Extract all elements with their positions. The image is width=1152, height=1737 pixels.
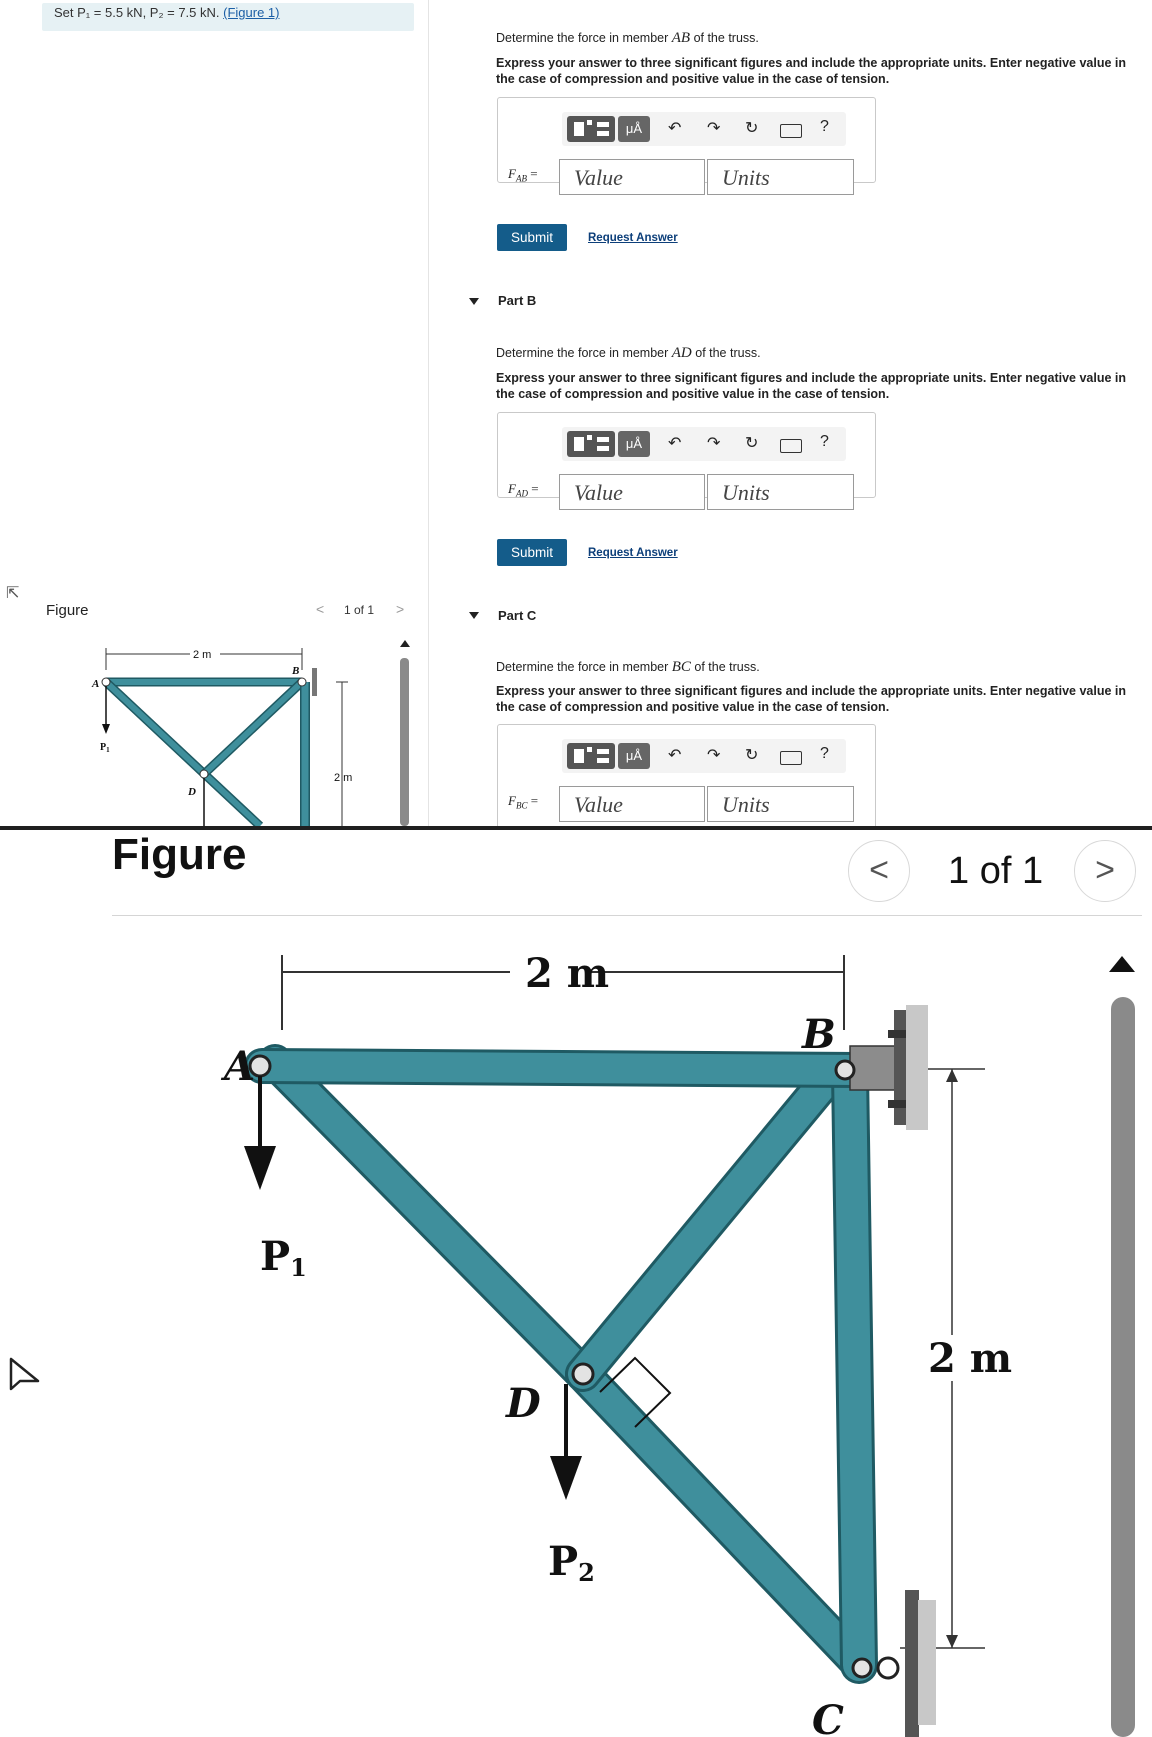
prev-figure-button-large[interactable]: < [848, 840, 910, 902]
member-ad [275, 1062, 583, 1374]
panel-divider [428, 0, 429, 826]
svg-text:P2 [548, 1538, 595, 1587]
part-a-prompt-text: Determine the force in member [496, 31, 672, 45]
redo-icon[interactable]: ↷ [707, 747, 721, 764]
load-p1-arrow [244, 1076, 276, 1190]
part-c-prompt-end: of the truss. [690, 660, 760, 674]
help-icon[interactable]: ? [820, 745, 829, 762]
node-d-small: D [188, 786, 196, 798]
undo-icon[interactable]: ↶ [668, 435, 682, 452]
reset-icon[interactable]: ↻ [745, 435, 759, 452]
units-button[interactable]: μÅ [618, 116, 650, 142]
part-b-prompt-end: of the truss. [691, 346, 761, 360]
node-c-label: C [812, 1697, 844, 1737]
part-a-request-answer-link[interactable]: Request Answer [588, 232, 678, 244]
part-b-value-input[interactable]: Value [559, 474, 705, 510]
given-values [54, 5, 280, 20]
part-c-answer-box [497, 724, 876, 826]
part-b-submit-button[interactable]: Submit [497, 539, 567, 566]
templates-icon[interactable] [567, 431, 615, 457]
member-bd [583, 1072, 833, 1374]
top-screenshot [0, 0, 1152, 826]
member-dc [583, 1374, 860, 1665]
part-c-var-main: F [508, 793, 516, 808]
zoomed-figure-panel [0, 830, 1152, 1737]
part-c-prompt [496, 659, 760, 676]
reset-icon[interactable]: ↻ [745, 747, 759, 764]
scroll-up-icon[interactable] [400, 640, 410, 647]
part-a-units-input[interactable]: Units [707, 159, 854, 195]
part-b-var-eq: = [527, 481, 539, 496]
part-a-var-eq: = [526, 166, 538, 181]
part-a-variable-label [508, 166, 538, 184]
part-c-prompt-text: Determine the force in member [496, 660, 672, 674]
part-b-var-main: F [508, 481, 516, 496]
part-c-collapse-icon[interactable] [469, 612, 479, 619]
figure-scrollbar-large[interactable] [1111, 997, 1135, 1737]
prev-figure-button[interactable]: < [316, 601, 325, 617]
part-b-request-answer-link[interactable]: Request Answer [588, 547, 678, 559]
units-button[interactable]: μÅ [618, 431, 650, 457]
part-a-prompt-end: of the truss. [690, 31, 759, 45]
units-button[interactable]: μÅ [618, 743, 650, 769]
load-p2-label: P [548, 1538, 579, 1585]
part-b-prompt [496, 345, 761, 362]
node-b-label: B [802, 1011, 836, 1058]
load-p1-small-sub: 1 [106, 746, 110, 754]
truss-figure-large [200, 950, 1100, 1737]
figure-pager: 1 of 1 [344, 603, 375, 617]
undo-icon[interactable]: ↶ [668, 120, 682, 137]
part-b-toolbar [562, 427, 846, 461]
part-a-member: AB [671, 30, 691, 46]
part-b-title[interactable]: Part B [498, 293, 537, 308]
member-ab [262, 1066, 858, 1070]
undo-icon[interactable]: ↶ [668, 747, 682, 764]
part-c-variable-label [508, 793, 538, 811]
part-a-value-input[interactable]: Value [559, 159, 705, 195]
part-c-instructions: Express your answer to three significant figures and include the appropriate units. Enter negative value in the case of compression and positive value in the case of tension. [496, 684, 1127, 714]
given-text: Set P₁ = 5.5 kN, P₂ = 7.5 kN. [54, 5, 220, 20]
member-bc [850, 1072, 859, 1665]
templates-icon[interactable] [567, 116, 615, 142]
part-c-member: BC [671, 659, 691, 675]
figure-title: Figure [112, 830, 247, 879]
keyboard-icon[interactable] [780, 751, 802, 765]
pin-d [573, 1364, 593, 1384]
part-c-value-input[interactable]: Value [559, 786, 705, 822]
part-b-member: AD [671, 345, 692, 361]
part-b-units-input[interactable]: Units [707, 474, 854, 510]
part-b-prompt-text: Determine the force in member [496, 346, 672, 360]
help-icon[interactable]: ? [820, 433, 829, 450]
templates-icon[interactable] [567, 743, 615, 769]
figure-link[interactable]: (Figure 1) [223, 5, 280, 20]
load-p1-label: P [260, 1233, 291, 1280]
part-c-var-sub: BC [515, 800, 528, 811]
truss-figure-small [80, 640, 390, 826]
pin-c [853, 1659, 871, 1677]
part-b-variable-label [508, 481, 539, 499]
dim-right-small: 2 m [334, 772, 353, 784]
part-c-toolbar [562, 739, 846, 773]
part-a-submit-button[interactable]: Submit [497, 224, 567, 251]
cursor-icon-large [8, 1355, 44, 1395]
part-c-var-eq: = [527, 793, 539, 808]
support-c [878, 1590, 936, 1737]
part-a-answer-box [497, 97, 876, 190]
load-p2-sub: 2 [578, 1558, 595, 1587]
figure-header-rule [112, 915, 1142, 916]
redo-icon[interactable]: ↷ [707, 120, 721, 137]
pin-b [836, 1061, 854, 1079]
node-d-label: D [506, 1380, 541, 1427]
node-a-label: A [224, 1043, 256, 1090]
reset-icon[interactable]: ↻ [745, 120, 759, 137]
part-a-prompt [496, 30, 759, 47]
part-b-collapse-icon[interactable] [469, 298, 479, 305]
load-p1-sub: 1 [290, 1253, 307, 1282]
help-icon[interactable]: ? [820, 118, 829, 135]
scroll-up-icon-large[interactable] [1109, 956, 1135, 972]
part-a-var-main: F [508, 166, 516, 181]
next-figure-button[interactable]: > [396, 601, 405, 617]
node-b-small: B [292, 665, 300, 677]
dim-top-small: 2 m [193, 649, 212, 661]
keyboard-icon[interactable] [780, 439, 802, 453]
load-p1-small: P [100, 742, 107, 753]
dim-top-label: 2 m [525, 950, 610, 997]
svg-text:P1 [100, 742, 110, 754]
next-figure-button-large[interactable]: > [1074, 840, 1136, 902]
part-a-var-sub: AB [515, 173, 527, 184]
keyboard-icon[interactable] [780, 124, 802, 138]
part-c-title[interactable]: Part C [498, 608, 537, 623]
part-b-answer-box [497, 412, 876, 505]
figure-pager-large: 1 of 1 [948, 850, 1044, 892]
part-a-instructions: Express your answer to three significant figures and include the appropriate units. Enter negative value in the case of compression and positive value in the case of tension. [496, 56, 1127, 86]
part-b-instructions: Express your answer to three significant figures and include the appropriate units. Enter negative value in the case of compression and positive value in the case of tension. [496, 371, 1127, 401]
part-c-units-input[interactable]: Units [707, 786, 854, 822]
dim-right-label: 2 m [928, 1335, 1013, 1382]
part-a-toolbar [562, 112, 846, 146]
part-b-var-sub: AD [515, 488, 528, 499]
figure-panel-title: Figure [46, 602, 89, 619]
svg-text:P1 [260, 1233, 307, 1282]
cursor-icon: ⇱ [6, 585, 20, 602]
node-a-small: A [92, 678, 100, 690]
load-p2-arrow [550, 1384, 582, 1500]
redo-icon[interactable]: ↷ [707, 435, 721, 452]
figure-scrollbar[interactable] [400, 658, 409, 826]
